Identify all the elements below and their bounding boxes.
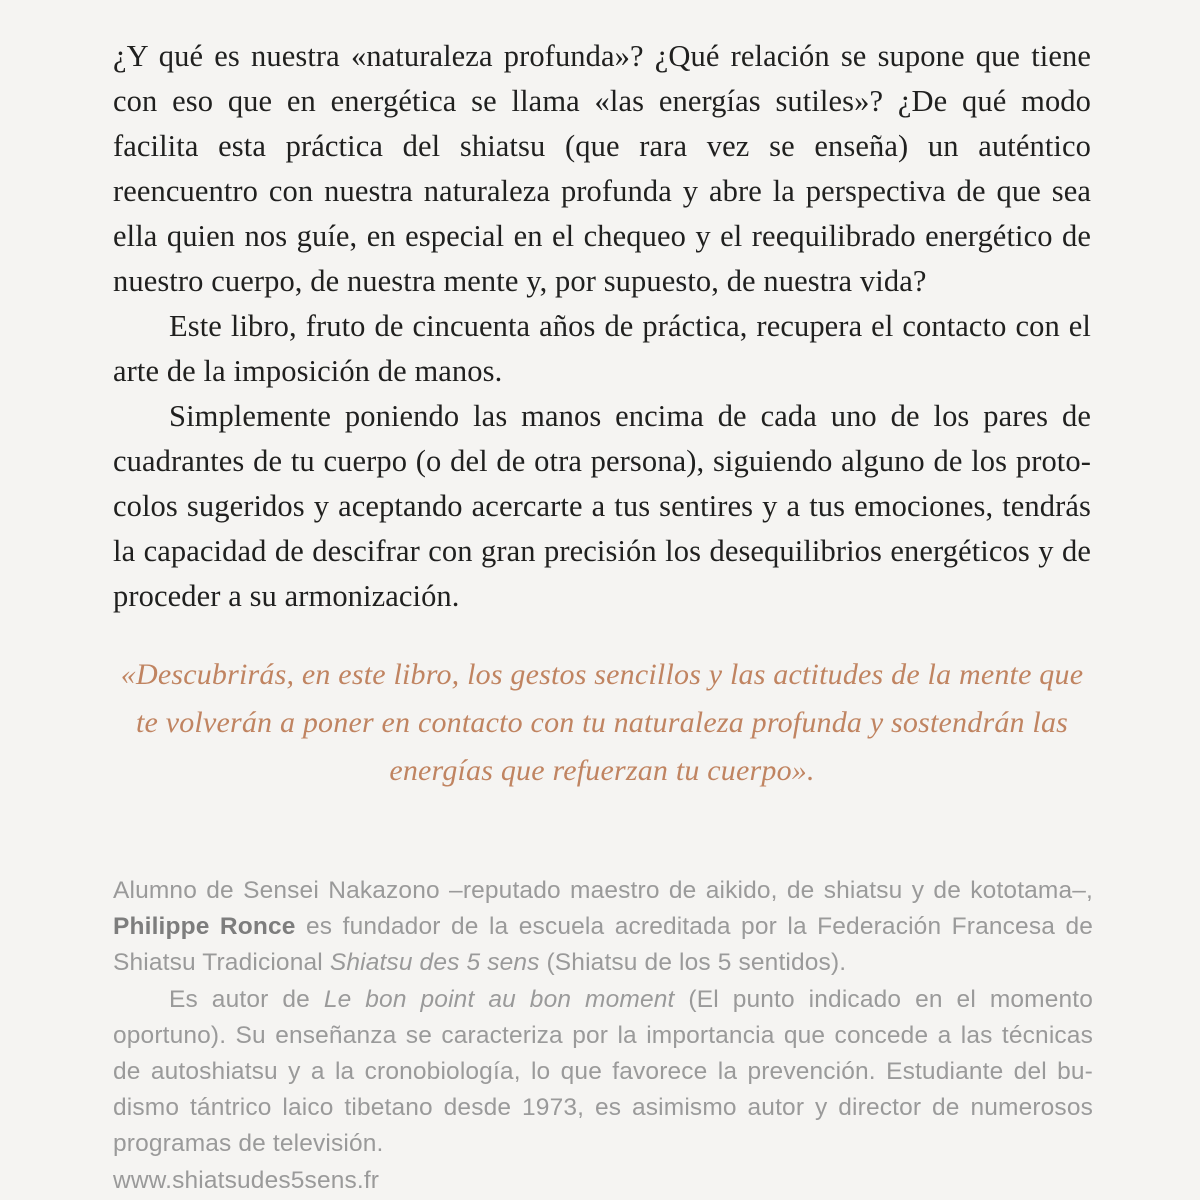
bio-paragraph-1 bbox=[113, 873, 1093, 982]
pull-quote bbox=[113, 651, 1091, 795]
body-paragraph-2: Este libro, fruto de cincuenta años de práctica, recupera el contacto con el arte de la imposición de manos. bbox=[113, 309, 1091, 388]
author-name: Philippe Ronce bbox=[113, 913, 296, 941]
bio-author-of-text: Es autor de bbox=[169, 985, 324, 1013]
bio-teaching-text: (El punto indicado en el momento oportuno). Su enseñanza se caracteriza por la importancia que concede a las técnicas de autoshiatsu y a la cronobiología, lo que favorece la prevención. Estudiante del bu-dismo tántrico laico tibetano desde 1973, es asimismo autor y director de numerosos programas de televisión. bbox=[113, 985, 1094, 1158]
bio-paragraph-2 bbox=[113, 982, 1093, 1163]
book-title-italic: Le bon point au bon moment bbox=[323, 985, 675, 1013]
body-copy bbox=[113, 34, 1091, 619]
pull-quote-text: «Descubrirás, en este libro, los gestos sencillos y las actitudes de la mente que te volverán a poner en contacto con tu naturaleza profunda y sostendrán las energías que refuerzan tu cuerpo». bbox=[120, 658, 1084, 787]
author-bio bbox=[113, 873, 1093, 1199]
author-website[interactable]: www.shiatsudes5sens.fr bbox=[113, 1166, 380, 1194]
school-title-italic: Shiatsu des 5 sens bbox=[329, 949, 540, 977]
bio-intro-text: Alumno de Sensei Nakazono –reputado maestro de aikido, de shiatsu y de kototama–, bbox=[113, 877, 1093, 904]
bio-school-translation: (Shiatsu de los 5 sentidos). bbox=[539, 949, 847, 977]
body-paragraph-1: ¿Y qué es nuestra «naturaleza profunda»? ¿Qué relación se supone que tiene con eso que en energética se llama «las energías sutiles»? ¿De qué modo facilita esta práctica del shiatsu (que rara vez se enseña) un auténtico reencuentro con nuestra naturaleza profunda y abre la perspectiva de que sea ella quien nos guíe, en especial en el chequeo y el reequilibrado energético de nuestro cuerpo, de nuestra mente y, por supuesto, de nuestra vida? bbox=[113, 39, 1091, 298]
bio-school-text: es fundador de la escuela acreditada por la Federación Francesa de Shiatsu Tradicional bbox=[113, 913, 1093, 977]
body-paragraph-3: Simplemente poniendo las manos encima de cada uno de los pares de cuadrantes de tu cuerpo (o del de otra persona), siguiendo alguno de los proto-colos sugeridos y aceptando acercarte a tus sentires y a tus emociones, tendrás la capacidad de descifrar con gran precisión los desequilibrios energéticos y de proceder a su armonización. bbox=[113, 399, 1091, 613]
